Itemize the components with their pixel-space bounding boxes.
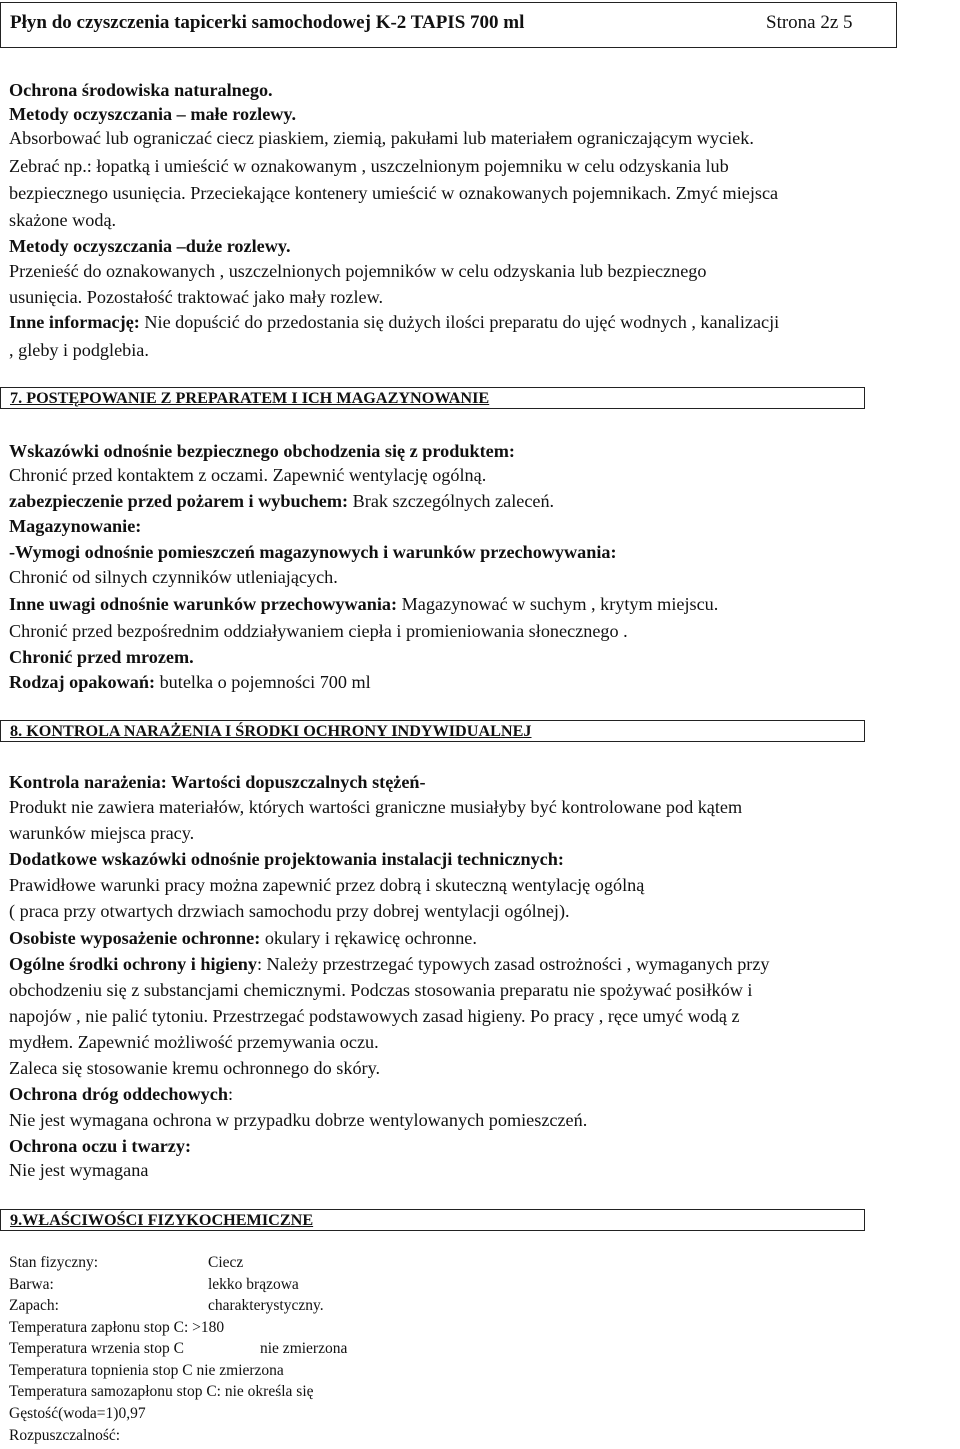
frost-protection-text: Chronić przed mrozem. <box>9 647 194 667</box>
storage-other-label: Inne uwagi odnośnie warunków przechowywania: <box>9 594 398 614</box>
section-8-heading: 8. KONTROLA NARAŻENIA I ŚRODKI OCHRONY INDYWIDUALNEJ <box>10 722 532 740</box>
other-info-label: Inne informację: <box>9 312 140 332</box>
storage-heading: Magazynowanie: <box>9 516 142 536</box>
packaging-text: butelka o pojemności 700 ml <box>155 672 371 692</box>
ppe-line <box>9 928 477 949</box>
packaging-line <box>9 672 371 693</box>
section-7-heading-box <box>0 387 865 409</box>
safe-handling-text: Chronić przed kontaktem z oczami. Zapewnić wentylację ogólną. <box>9 465 487 485</box>
odor-label: Zapach: <box>9 1297 59 1314</box>
env-protection-heading: Ochrona środowiska naturalnego. <box>9 80 273 100</box>
eye-protection-heading: Ochrona oczu i twarzy: <box>9 1136 192 1156</box>
packaging-label: Rodzaj opakowań: <box>9 672 156 692</box>
hygiene-line <box>9 954 770 975</box>
safe-handling-heading: Wskazówki odnośnie bezpiecznego obchodzenia się z produktem: <box>9 441 515 461</box>
melting-point: Temperatura topnienia stop C nie zmierzona <box>9 1362 284 1379</box>
small-spill-heading: Metody oczyszczania – małe rozlewy. <box>9 104 297 124</box>
eye-protection-text: Nie jest wymagana <box>9 1160 149 1180</box>
exposure-control-heading: Kontrola narażenia: Wartości dopuszczalnych stężeń- <box>9 772 426 792</box>
respiratory-text: Nie jest wymagana ochrona w przypadku dobrze wentylowanych pomieszczeń. <box>9 1110 588 1130</box>
storage-other-line <box>9 594 718 615</box>
respiratory-heading-line <box>9 1084 233 1105</box>
boiling-point-label: Temperatura wrzenia stop C <box>9 1340 184 1357</box>
color-label: Barwa: <box>9 1276 54 1293</box>
technical-installation-heading: Dodatkowe wskazówki odnośnie projektowania instalacji technicznych: <box>9 849 564 869</box>
storage-other-text: Magazynować w suchym , krytym miejscu. <box>397 594 719 614</box>
section-9-heading: 9.WŁAŚCIWOŚCI FIZYKOCHEMICZNE <box>10 1211 314 1229</box>
physical-state-value: Ciecz <box>208 1254 244 1271</box>
technical-installation-line: ( praca przy otwartych drzwiach samochodu przy dobrej wentylacji ogólnej). <box>9 901 570 921</box>
fire-protection-text: Brak szczególnych zaleceń. <box>348 491 555 511</box>
technical-installation-line: Prawidłowe warunki pracy można zapewnić przez dobrą i skuteczną wentylację ogólną <box>9 875 645 895</box>
section-7-heading: 7. POSTĘPOWANIE Z PREPARATEM I ICH MAGAZYNOWANIE <box>10 389 490 407</box>
other-info-line: , gleby i podglebia. <box>9 340 149 360</box>
exposure-control-line: Produkt nie zawiera materiałów, których wartości graniczne musiałyby być kontrolowane pod kątem <box>9 797 743 817</box>
large-spill-heading: Metody oczyszczania –duże rozlewy. <box>9 236 291 256</box>
autoignition-temperature: Temperatura samozapłonu stop C: nie określa się <box>9 1383 314 1400</box>
hygiene-line: Zaleca się stosowanie kremu ochronnego do skóry. <box>9 1058 381 1078</box>
heat-protection-text: Chronić przed bezpośrednim oddziaływaniem ciepła i promieniowania słonecznego . <box>9 621 628 641</box>
large-spill-line: usunięcia. Pozostałość traktować jako mały rozlew. <box>9 287 384 307</box>
page-number: Strona 2z 5 <box>766 12 853 33</box>
respiratory-heading: Ochrona dróg oddechowych <box>9 1084 228 1104</box>
hygiene-line: obchodzeniu się z substancjami chemicznymi. Podczas stosowania preparatu nie spożywać posiłków i <box>9 980 753 1000</box>
fire-protection-line <box>9 491 554 512</box>
odor-value: charakterystyczny. <box>208 1297 324 1314</box>
hygiene-label: Ogólne środki ochrony i higieny <box>9 954 257 974</box>
section-8-heading-box <box>0 720 865 742</box>
solubility: Rozpuszczalność: <box>9 1427 121 1444</box>
other-info-line <box>9 312 779 333</box>
storage-requirements-heading: -Wymogi odnośnie pomieszczeń magazynowych i warunków przechowywania: <box>9 542 617 562</box>
storage-requirements-text: Chronić od silnych czynników utleniających. <box>9 567 338 587</box>
section-9-heading-box <box>0 1209 865 1231</box>
color-value: lekko brązowa <box>208 1276 299 1293</box>
hygiene-line: mydłem. Zapewnić możliwość przemywania oczu. <box>9 1032 379 1052</box>
document-title: Płyn do czyszczenia tapicerki samochodowej K-2 TAPIS 700 ml <box>10 12 525 33</box>
page-header <box>0 2 897 48</box>
small-spill-line: Zebrać np.: łopatką i umieścić w oznakowanym , uszczelnionym pojemniku w celu odzyskania lub <box>9 156 729 176</box>
flash-point: Temperatura zapłonu stop C: >180 <box>9 1319 225 1336</box>
other-info-text: Nie dopuścić do przedostania się dużych ilości preparatu do ujęć wodnych , kanalizacji <box>139 312 780 332</box>
exposure-control-line: warunków miejsca pracy. <box>9 823 195 843</box>
small-spill-line: skażone wodą. <box>9 210 117 230</box>
density: Gęstość(woda=1)0,97 <box>9 1405 146 1422</box>
ppe-label: Osobiste wyposażenie ochronne: <box>9 928 261 948</box>
small-spill-line: bezpiecznego usunięcia. Przeciekające kontenery umieścić w oznakowanych pojemnikach. Zmyć miejsca <box>9 183 779 203</box>
hygiene-line: napojów , nie palić tytoniu. Przestrzegać podstawowych zasad higieny. Po pracy , ręce umyć wodą z <box>9 1006 740 1026</box>
ppe-text: okulary i rękawicę ochronne. <box>260 928 477 948</box>
respiratory-colon: : <box>227 1084 234 1104</box>
large-spill-line: Przenieść do oznakowanych , uszczelnionych pojemników w celu odzyskania lub bezpiecznego <box>9 261 707 281</box>
small-spill-line: Absorbować lub ograniczać ciecz piaskiem, ziemią, pakułami lub materiałem ograniczającym wyciek. <box>9 128 754 148</box>
hygiene-text: : Należy przestrzegać typowych zasad ostrożności , wymaganych przy <box>256 954 770 974</box>
boiling-point-value: nie zmierzona <box>260 1340 348 1357</box>
physical-state-label: Stan fizyczny: <box>9 1254 99 1271</box>
fire-protection-label: zabezpieczenie przed pożarem i wybuchem: <box>9 491 349 511</box>
